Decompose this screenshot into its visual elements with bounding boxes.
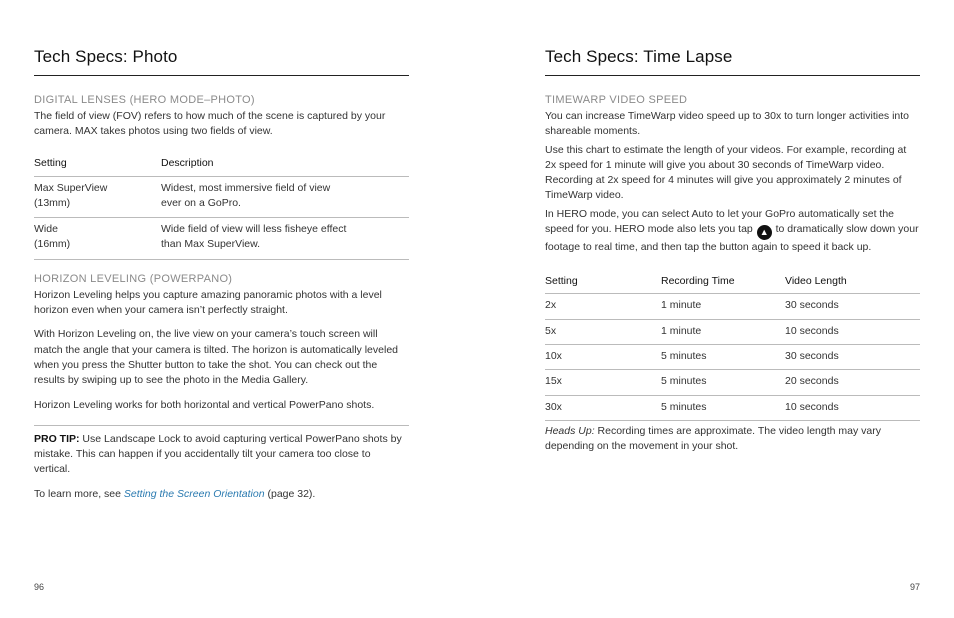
table-cell-setting (34, 218, 161, 260)
table-cell-setting: 15x (545, 370, 661, 395)
table-cell-setting: 2x (545, 294, 661, 319)
table-row (545, 319, 920, 344)
setting-focal: (13mm) (34, 196, 71, 209)
left-page (34, 0, 409, 618)
column-header-recording-time: Recording Time (661, 268, 785, 294)
table-cell-setting: 10x (545, 344, 661, 369)
table-row (34, 176, 409, 218)
table-cell-description (161, 218, 409, 260)
pro-tip-text: Use Landscape Lock to avoid capturing vertical PowerPano shots by mistake. This can happen if you accidentally tilt your camera too close to vertical. (34, 432, 402, 476)
description-line: Widest, most immersive field of view (161, 181, 331, 194)
table-cell-recording-time: 1 minute (661, 294, 785, 319)
table-row (34, 218, 409, 260)
table-cell-recording-time: 1 minute (661, 319, 785, 344)
table-header-row (34, 150, 409, 177)
lenses-paragraph: The field of view (FOV) refers to how much of the scene is captured by your camera. MAX takes photos using two fields of view. (34, 110, 386, 138)
horizon-paragraph-3: Horizon Leveling works for both horizontal and vertical PowerPano shots. (34, 398, 375, 411)
heads-up-note (545, 424, 920, 455)
timewarp-paragraph-2: Use this chart to estimate the length of your videos. For example, recording at 2x speed for 1 minute will give you about 30 seconds of TimeWarp video. Recording at 2x speed for 4 minutes will give you approximately 2 minutes of TimeWarp video. (545, 143, 907, 202)
screen-orientation-link[interactable]: Setting the Screen Orientation (123, 487, 265, 500)
column-header-setting: Setting (34, 150, 161, 177)
timewarp-paragraph-3 (545, 207, 920, 256)
table-row (545, 294, 920, 319)
table-row (545, 395, 920, 420)
table-cell-recording-time: 5 minutes (661, 395, 785, 420)
column-header-setting: Setting (545, 268, 661, 294)
timewarp-speed-table (545, 268, 920, 420)
table-cell-setting (34, 176, 161, 218)
horizon-paragraph-1: Horizon Leveling helps you capture amazing panoramic photos with a level horizon even when your camera isn’t perfectly straight. (34, 288, 382, 317)
right-content (545, 93, 920, 457)
description-line: Wide field of view will less fisheye effect (161, 223, 347, 236)
timewarp-text-after: to dramatically slow down your footage to real time, and then tap the button again to speed it back up. (545, 223, 919, 254)
pro-tip-divider (34, 425, 409, 426)
table-cell-video-length: 30 seconds (785, 294, 920, 319)
column-header-description: Description (161, 150, 409, 177)
fov-table (34, 150, 409, 260)
table-cell-recording-time: 5 minutes (661, 344, 785, 369)
section-heading-horizon: HORIZON LEVELING (POWERPANO) (34, 272, 233, 285)
timewarp-paragraph-1: You can increase TimeWarp video speed up to 30x to turn longer activities into shareable moments. (545, 110, 910, 138)
left-content (34, 93, 409, 505)
learn-more (34, 487, 409, 502)
table-row (545, 370, 920, 395)
title-divider (545, 75, 920, 76)
table-cell-description (161, 176, 409, 218)
table-header-row (545, 268, 920, 294)
description-line: than Max SuperView. (161, 238, 261, 251)
pro-tip-label: PRO TIP: (34, 432, 80, 445)
column-header-video-length: Video Length (785, 268, 920, 294)
table-row (545, 344, 920, 369)
pro-tip (34, 432, 409, 478)
page-title: Tech Specs: Photo (34, 47, 178, 66)
table-cell-setting: 5x (545, 319, 661, 344)
table-cell-video-length: 20 seconds (785, 370, 920, 395)
description-line: ever on a GoPro. (161, 196, 241, 209)
setting-focal: (16mm) (34, 238, 71, 251)
page-number: 96 (34, 582, 45, 592)
timewarp-text-before: In HERO mode, you can select Auto to let your GoPro automatically set the speed for you. HERO mode also lets you tap (545, 207, 895, 236)
table-cell-setting: 30x (545, 395, 661, 420)
setting-name: Max SuperView (34, 181, 108, 194)
horizon-paragraph-2: With Horizon Leveling on, the live view on your camera’s touch screen will match the angle that your camera is tilted. The horizon is automatically leveled when you press the Shutter button to take the shot. You can check out the results by swiping up to see the photo in the Media Gallery. (34, 328, 398, 387)
section-heading-lenses: DIGITAL LENSES (HERO MODE–PHOTO) (34, 94, 255, 106)
speed-toggle-icon: ▲ (757, 225, 772, 240)
title-divider (34, 75, 409, 76)
right-page (545, 0, 920, 618)
page-title: Tech Specs: Time Lapse (545, 47, 733, 66)
section-heading-timewarp: TIMEWARP VIDEO SPEED (545, 94, 688, 106)
page-number: 97 (909, 582, 920, 592)
learn-more-suffix: (page 32). (264, 487, 316, 500)
table-cell-video-length: 10 seconds (785, 395, 920, 420)
table-cell-recording-time: 5 minutes (661, 370, 785, 395)
heads-up-label: Heads Up: (545, 424, 595, 437)
setting-name: Wide (34, 223, 58, 236)
table-cell-video-length: 10 seconds (785, 319, 920, 344)
learn-more-prefix: To learn more, see (34, 487, 124, 500)
table-cell-video-length: 30 seconds (785, 344, 920, 369)
heads-up-text: Recording times are approximate. The video length may vary depending on the movement in your shot. (545, 424, 881, 453)
